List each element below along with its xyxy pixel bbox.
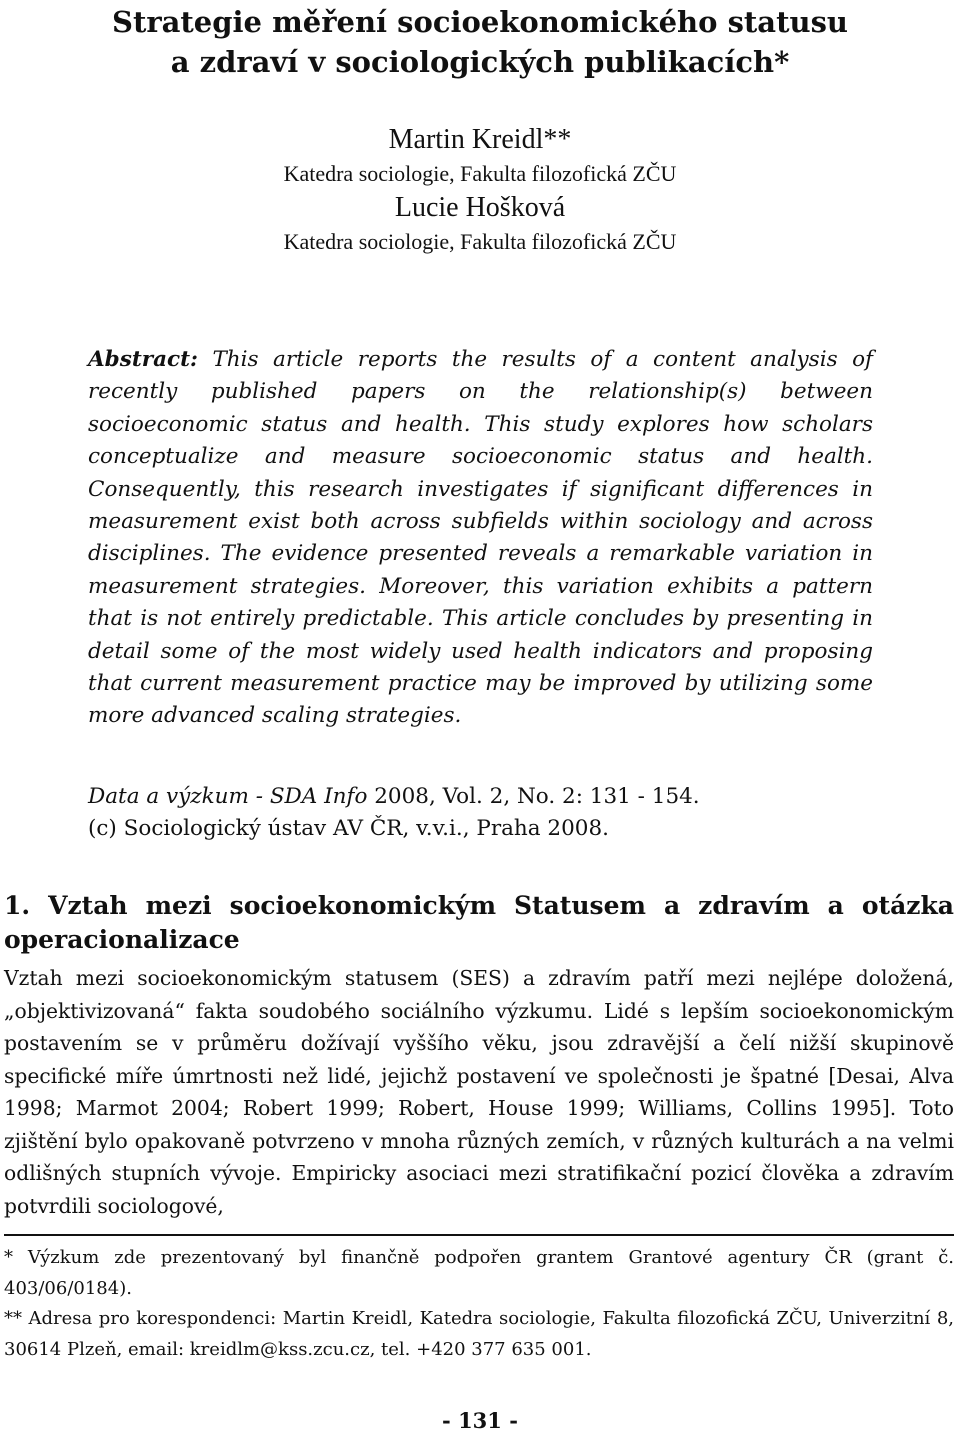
title-line-2: a zdraví v sociologických publikacích* [170,45,790,79]
footnote-divider [4,1234,954,1236]
author-affiliation-2: Katedra sociologie, Fakulta filozofická ZČU [283,229,677,254]
page-number: - 131 - [442,1408,518,1433]
author-block [0,122,960,258]
section-body: Vztah mezi socioekonomickým statusem (SES) a zdravím patří mezi nejlépe doložená, „objektivizovaná“ fakta soudobého sociálního výzkumu. Lidé s lepším socioekonomickým postavením se v průměru dožívají vyššího věku, jsou zdravější a čelí nižší skupinově specifické míře úmrtnosti než lidé, jejichž postavení ve společnosti je špatné [Desai, Alva 1998; Marmot 2004; Robert 1999; Robert, House 1999; Williams, Collins 1995]. Toto zjištění bylo opakovaně potvrzeno v mnoha různých zemích, v různých kulturách a na velmi odlišných stupních vývoje. Empiricky asociaci mezi stratifikační pozicí člověka a zdravím potvrdili sociologové, [4,966,954,1218]
abstract [88,344,873,733]
copyright-line: (c) Sociologický ústav AV ČR, v.v.i., Praha 2008. [88,816,609,841]
abstract-label: Abstract: [88,347,198,372]
section-heading: 1. Vztah mezi socioekonomickým Statusem a zdravím a otázka operacionalizace [4,891,954,954]
article-title [0,2,960,82]
author-name-1: Martin Kreidl** [388,124,572,155]
footnote-1: * Výzkum zde prezentovaný byl finančně podpořen grantem Grantové agentury ČR (grant č. 403/06/0184). [4,1247,954,1299]
author-name-2: Lucie Hošková [394,192,566,223]
citation-block [88,781,873,845]
title-line-1: Strategie měření socioekonomického statusu [112,5,848,39]
footnote-2: ** Adresa pro korespondenci: Martin Kreidl, Katedra sociologie, Fakulta filozofická ZČU, Univerzitní 8, 30614 Plzeň, email: kreidlm@kss.zcu.cz, tel. +420 377 635 001. [4,1308,954,1360]
journal-name: Data a výzkum - SDA Info [88,784,368,809]
citation-details: 2008, Vol. 2, No. 2: 131 - 154. [367,784,700,809]
author-affiliation-1: Katedra sociologie, Fakulta filozofická ZČU [283,161,677,186]
citation-line [88,781,873,813]
footnotes [4,1243,954,1365]
abstract-text: This article reports the results of a content analysis of recently published papers on the relationship(s) between socioeconomic status and health. This study explores how scholars conceptualize and measure socioeconomic status and health. Consequently, this research investigates if significant differences in measurement exist both across subfields within sociology and across disciplines. The evidence presented reveals a remarkable variation in measurement strategies. Moreover, this variation exhibits a pattern that is not entirely predictable. This article concludes by presenting in detail some of the most widely used health indicators and proposing that current measurement practice may be improved by utilizing some more advanced scaling strategies. [88,347,873,729]
